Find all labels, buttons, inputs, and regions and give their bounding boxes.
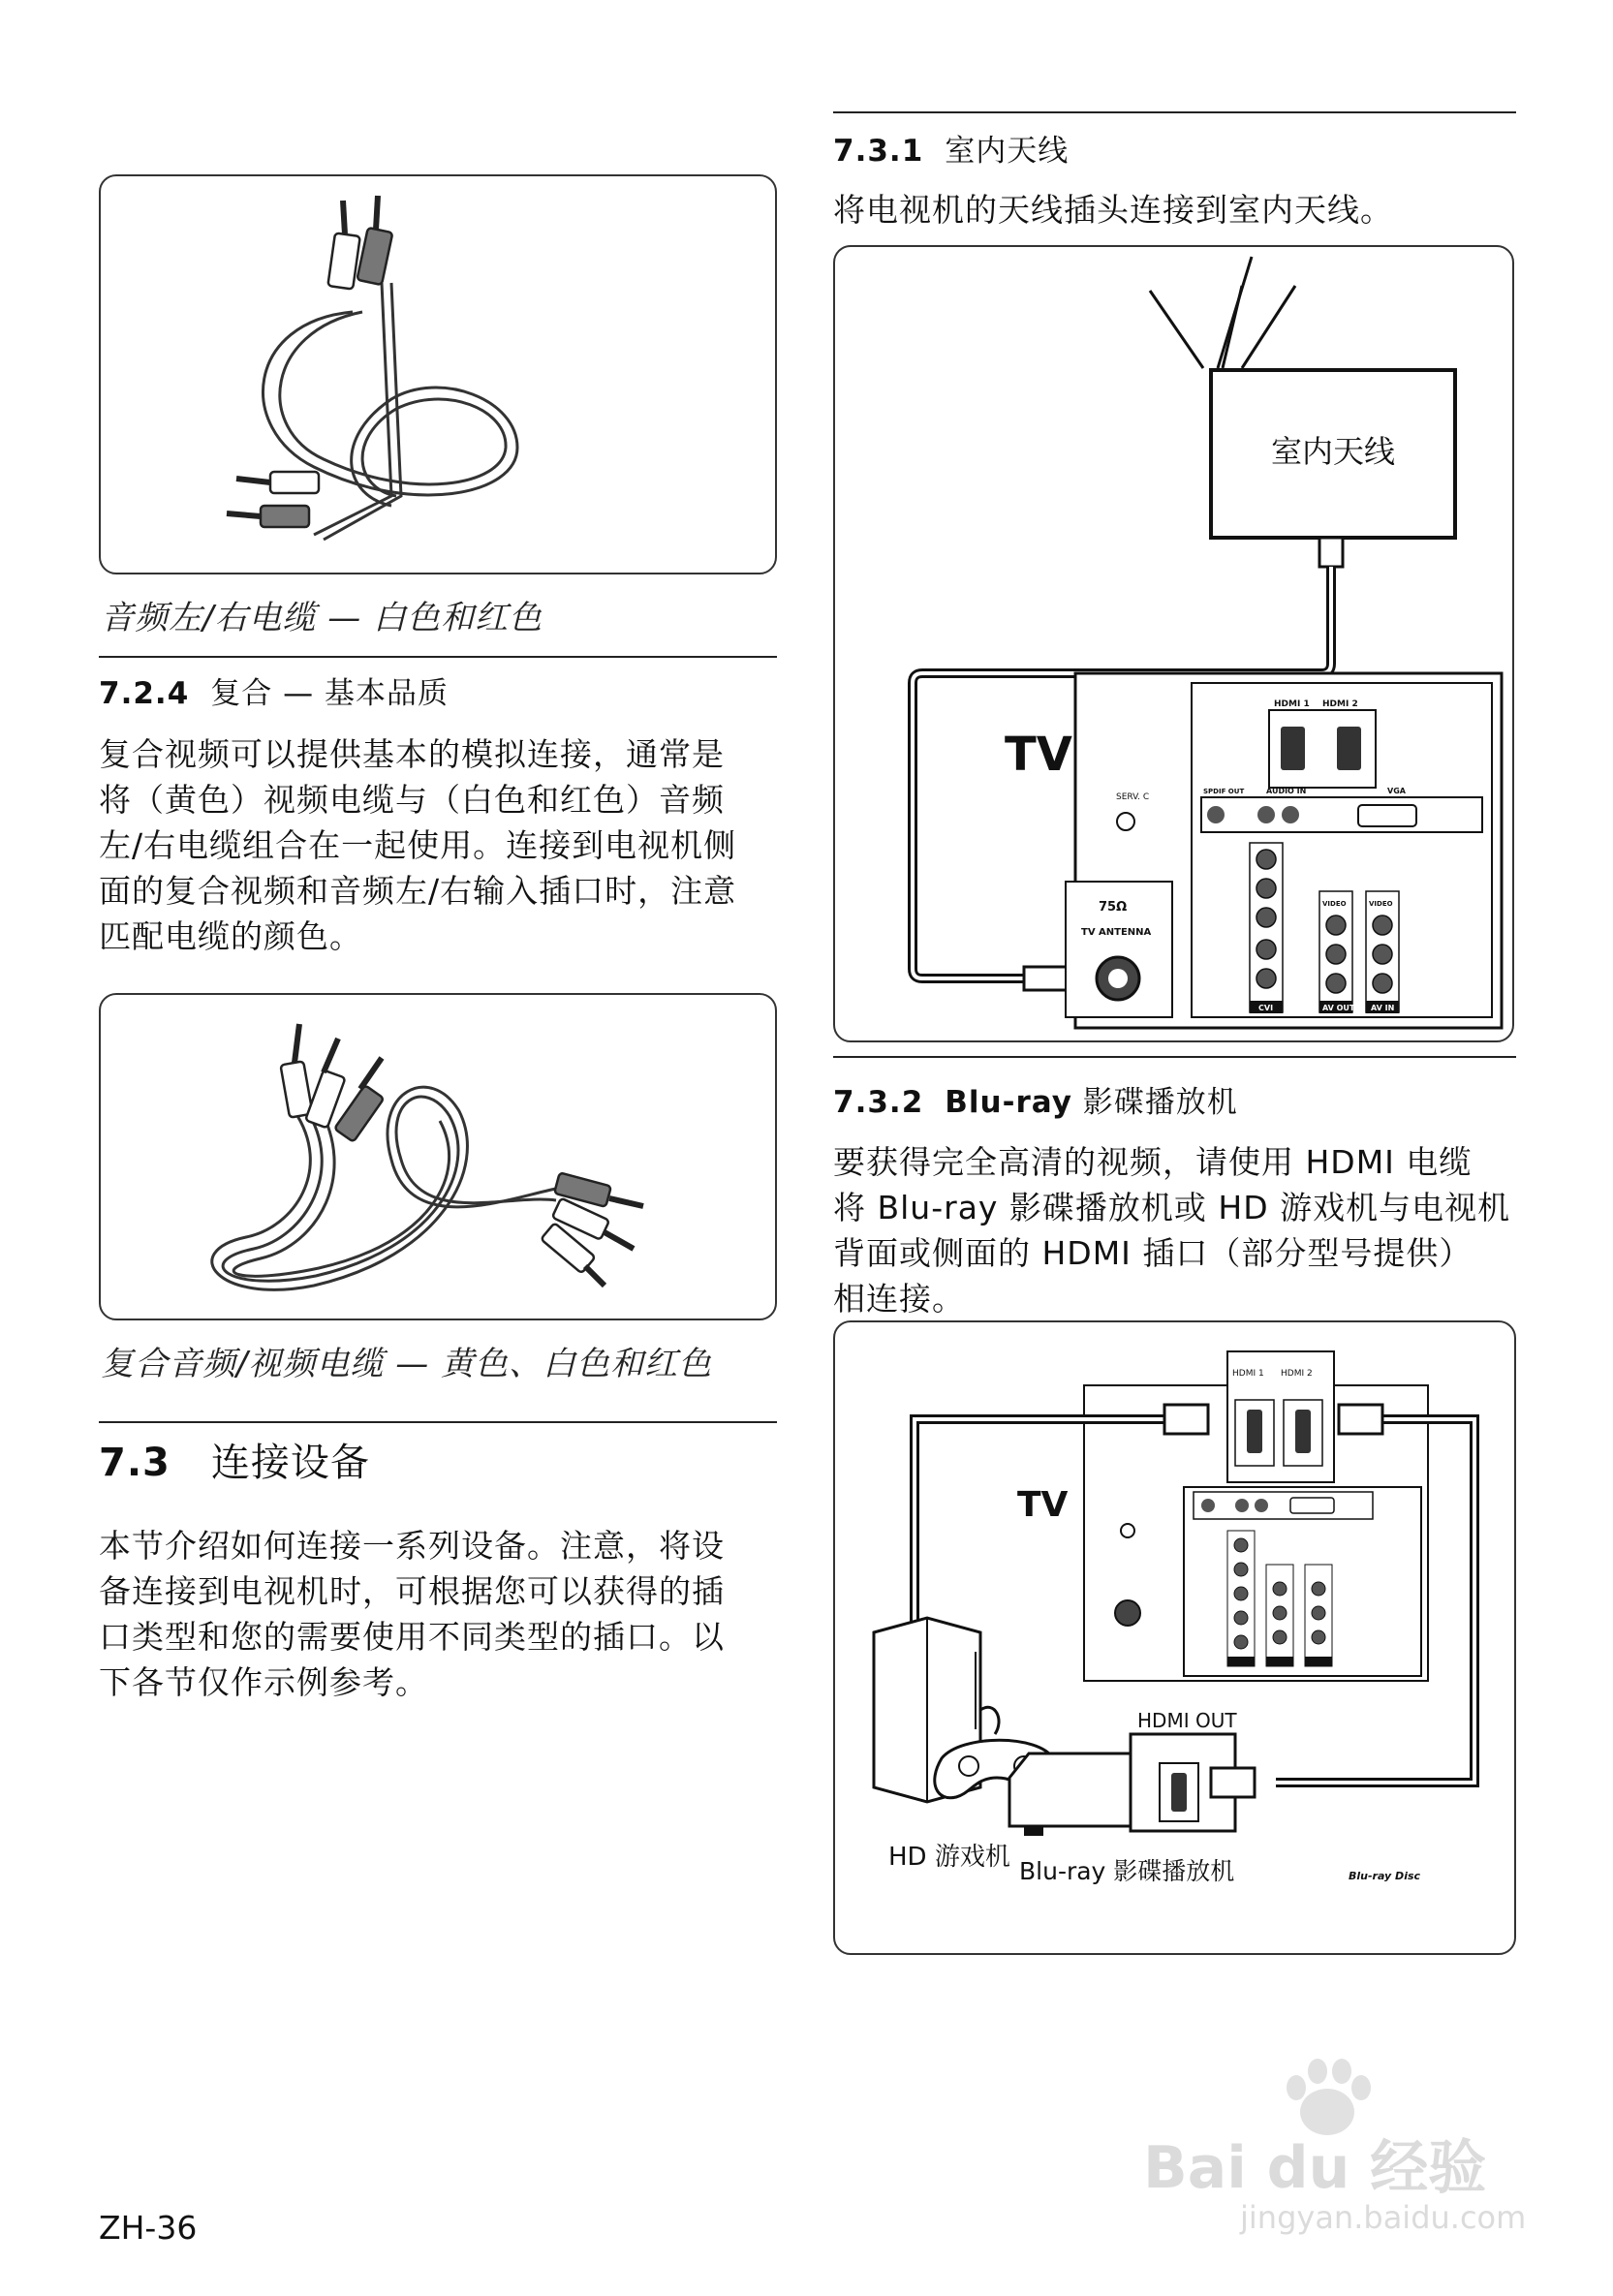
section-heading-7-2-4: 7.2.4 复合 — 基本品质: [99, 676, 449, 711]
paragraph-line: 将 Blu-ray 影碟播放机或 HD 游戏机与电视机: [833, 1189, 1511, 1226]
paragraph-line: 相连接。: [833, 1280, 965, 1318]
section-divider: [833, 1056, 1516, 1058]
paragraph-line: 备连接到电视机时，可根据您可以获得的插: [99, 1572, 725, 1610]
figure-caption-audio: 音频左/右电缆 — 白色和红色: [101, 599, 543, 637]
paragraph-line: 背面或侧面的 HDMI 插口（部分型号提供）: [833, 1234, 1473, 1272]
paragraph-line: 本节介绍如何连接一系列设备。注意，将设: [99, 1527, 725, 1565]
paragraph-composite: [99, 731, 777, 959]
svg-text:AV IN: AV IN: [1371, 1004, 1395, 1012]
baidu-watermark: Bai du 经验 jingyan.baidu.com: [1143, 2054, 1550, 2248]
figure-audio-cable: [99, 174, 777, 574]
section-heading-7-3: 7.3 连接设备: [99, 1441, 370, 1485]
figure-caption-composite: 复合音频/视频电缆 — 黄色、白色和红色: [101, 1345, 713, 1383]
svg-text:VIDEO: VIDEO: [1369, 900, 1393, 908]
section-divider: [99, 1421, 777, 1423]
svg-text:HDMI 2: HDMI 2: [1281, 1369, 1313, 1379]
antenna-diagram: [835, 247, 1512, 1040]
section-heading-7-3-1: 7.3.1 室内天线: [833, 134, 1070, 169]
svg-text:CVI: CVI: [1258, 1004, 1274, 1012]
svg-text:SPDIF OUT: SPDIF OUT: [1203, 788, 1245, 795]
bluray-logo: Blu-ray Disc: [1349, 1870, 1421, 1882]
paragraph-line: 要获得完全高清的视频，请使用 HDMI 电缆: [833, 1143, 1473, 1181]
bluray-player-label: Blu-ray 影碟播放机: [1019, 1857, 1235, 1885]
svg-text:VGA: VGA: [1387, 787, 1406, 795]
paragraph-line: 复合视频可以提供基本的模拟连接，通常是: [99, 735, 725, 773]
paragraph-line: 左/右电缆组合在一起使用。连接到电视机侧: [99, 826, 737, 864]
section-heading-7-3-2: 7.3.2 Blu-ray 影碟播放机: [833, 1085, 1238, 1120]
svg-text:HDMI OUT: HDMI OUT: [1137, 1709, 1237, 1732]
svg-text:VIDEO: VIDEO: [1322, 900, 1347, 908]
section-divider: [99, 656, 777, 658]
paragraph-line: 面的复合视频和音频左/右输入插口时，注意: [99, 872, 737, 910]
svg-text:HDMI 1: HDMI 1: [1274, 699, 1310, 709]
audio-cable-illustration: [101, 176, 775, 573]
game-console-label: HD 游戏机: [888, 1843, 1010, 1872]
paragraph-bluray: [833, 1139, 1516, 1321]
svg-text:AUDIO IN: AUDIO IN: [1266, 787, 1307, 795]
tv-label: TV: [1017, 1485, 1069, 1525]
paragraph-line: 口类型和您的需要使用不同类型的插口。以: [99, 1618, 725, 1656]
page-number: ZH-36: [99, 2209, 198, 2247]
svg-text:AV OUT: AV OUT: [1322, 1004, 1355, 1012]
paragraph-connect-devices: [99, 1523, 777, 1705]
svg-text:75Ω: 75Ω: [1099, 900, 1128, 915]
svg-text:TV ANTENNA: TV ANTENNA: [1081, 927, 1152, 938]
section-divider: [833, 111, 1516, 113]
svg-text:HDMI 2: HDMI 2: [1322, 699, 1358, 709]
paragraph-line: 匹配电缆的颜色。: [99, 917, 362, 955]
figure-composite-cable: [99, 993, 777, 1320]
paragraph-antenna: 将电视机的天线插头连接到室内天线。: [833, 191, 1393, 229]
svg-text:HDMI 1: HDMI 1: [1232, 1369, 1264, 1379]
paragraph-line: 将（黄色）视频电缆与（白色和红色）音频: [99, 781, 725, 819]
figure-hdmi-diagram: [833, 1320, 1516, 1955]
svg-text:SERV. C: SERV. C: [1116, 792, 1150, 802]
hdmi-diagram: [835, 1322, 1514, 1953]
antenna-label: 室内天线: [1270, 433, 1396, 470]
paragraph-line: 下各节仅作示例参考。: [99, 1663, 428, 1701]
composite-cable-illustration: [101, 995, 775, 1319]
figure-antenna-diagram: [833, 245, 1514, 1042]
tv-label: TV: [1005, 728, 1072, 782]
